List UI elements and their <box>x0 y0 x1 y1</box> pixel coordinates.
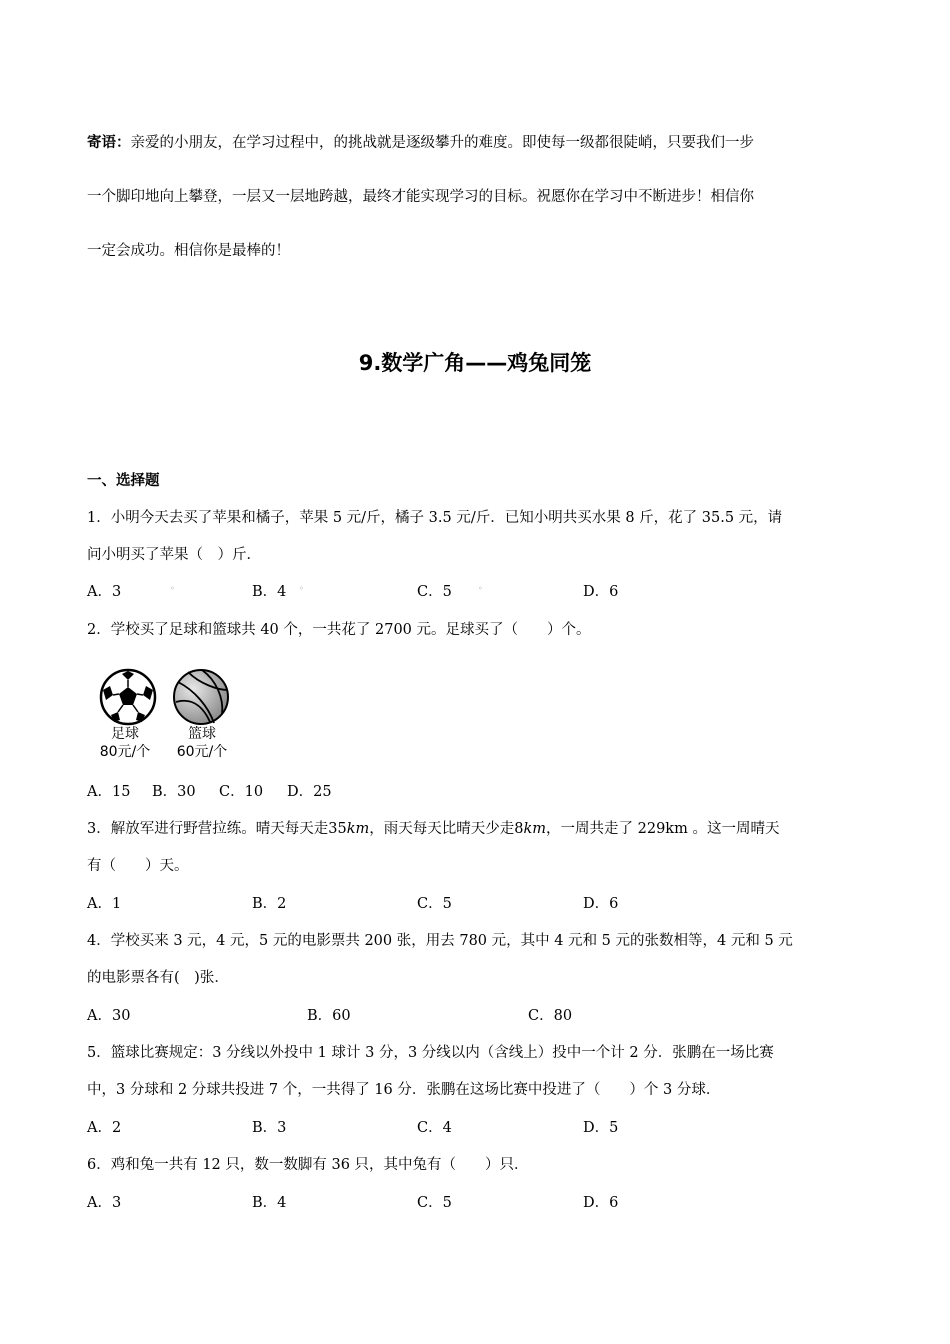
q2-option-c[interactable]: C．10 <box>219 784 264 800</box>
q4-option-a[interactable]: A．30 <box>87 1008 131 1024</box>
dot-mark: ◦ <box>299 584 304 593</box>
q3-option-a[interactable]: A．1 <box>87 896 122 912</box>
basketball-price: 60元/个 <box>176 744 228 760</box>
q5-option-d[interactable]: D．5 <box>583 1120 619 1136</box>
intro-line-3: 一定会成功。相信你是最棒的！ <box>87 243 290 259</box>
soccer-price: 80元/个 <box>99 744 151 760</box>
q6-line-1: 6．鸡和兔一共有 12 只，数一数脚有 36 只，其中兔有（ ）只． <box>87 1157 529 1173</box>
unit-km: km <box>523 821 547 837</box>
q1-option-a[interactable]: A．3 <box>87 584 122 600</box>
q1-option-b[interactable]: B．4 <box>252 584 287 600</box>
q2-line-1: 2．学校买了足球和篮球共 40 个，一共花了 2700 元。足球买了（ ）个。 <box>87 622 591 638</box>
q2-option-b[interactable]: B．30 <box>152 784 196 800</box>
q4-option-c[interactable]: C．80 <box>528 1008 573 1024</box>
page-title: 9.数学广角——鸡兔同笼 <box>358 351 592 375</box>
q3-line-2: 有（ ）天。 <box>87 858 189 874</box>
q6-option-a[interactable]: A．3 <box>87 1195 122 1211</box>
basketball-icon <box>172 668 230 726</box>
unit-km: km <box>346 821 370 837</box>
q4-option-b[interactable]: B．60 <box>307 1008 351 1024</box>
dot-mark: ◦ <box>170 584 175 593</box>
intro-line-1: 寄语：亲爱的小朋友，在学习过程中，的挑战就是逐级攀升的难度。即使每一级都很陡峭，只要我们一步 <box>87 134 754 151</box>
q2-option-a[interactable]: A．15 <box>87 784 131 800</box>
intro-line-2: 一个脚印地向上攀登，一层又一层地跨越，最终才能实现学习的目标。祝愿你在学习中不断进步！相信你 <box>87 189 754 205</box>
q6-option-c[interactable]: C．5 <box>417 1195 452 1211</box>
basketball-name: 篮球 <box>188 726 216 742</box>
intro-label: 寄语： <box>87 134 131 151</box>
q5-option-a[interactable]: A．2 <box>87 1120 122 1136</box>
q1-line-2: 问小明买了苹果（ ）斤． <box>87 547 261 563</box>
dot-mark: ◦ <box>478 584 483 593</box>
q3-line-1: 3．解放军进行野营拉练。晴天每天走35km，雨天每天比晴天少走8km，一周共走了 229km 。这一周晴天 <box>87 821 780 837</box>
soccer-name: 足球 <box>111 726 139 742</box>
q6-option-d[interactable]: D．6 <box>583 1195 619 1211</box>
q1-option-c[interactable]: C．5 <box>417 584 452 600</box>
q5-option-c[interactable]: C．4 <box>417 1120 452 1136</box>
section-heading: 一、选择题 <box>87 472 160 489</box>
q3-option-b[interactable]: B．2 <box>252 896 287 912</box>
q3-option-c[interactable]: C．5 <box>417 896 452 912</box>
q4-line-2: 的电影票各有( )张． <box>87 970 229 986</box>
q5-line-1: 5．篮球比赛规定：3 分线以外投中 1 球计 3 分，3 分线以内（含线上）投中一个计 2 分．张鹏在一场比赛 <box>87 1045 774 1061</box>
q4-line-1: 4．学校买来 3 元，4 元，5 元的电影票共 200 张，用去 780 元，其中 4 元和 5 元的张数相等，4 元和 5 元 <box>87 933 793 949</box>
soccer-ball-icon <box>98 668 158 726</box>
q5-option-b[interactable]: B．3 <box>252 1120 287 1136</box>
q3-option-d[interactable]: D．6 <box>583 896 619 912</box>
q2-option-d[interactable]: D．25 <box>287 784 332 800</box>
q6-option-b[interactable]: B．4 <box>252 1195 287 1211</box>
q1-line-1: 1．小明今天去买了苹果和橘子，苹果 5 元/斤，橘子 3.5 元/斤．已知小明共买水果 8 斤，花了 35.5 元，请 <box>87 510 783 526</box>
q1-option-d[interactable]: D．6 <box>583 584 619 600</box>
q5-line-2: 中，3 分球和 2 分球共投进 7 个，一共得了 16 分．张鹏在这场比赛中投进了（ ）个 3 分球． <box>87 1082 721 1098</box>
